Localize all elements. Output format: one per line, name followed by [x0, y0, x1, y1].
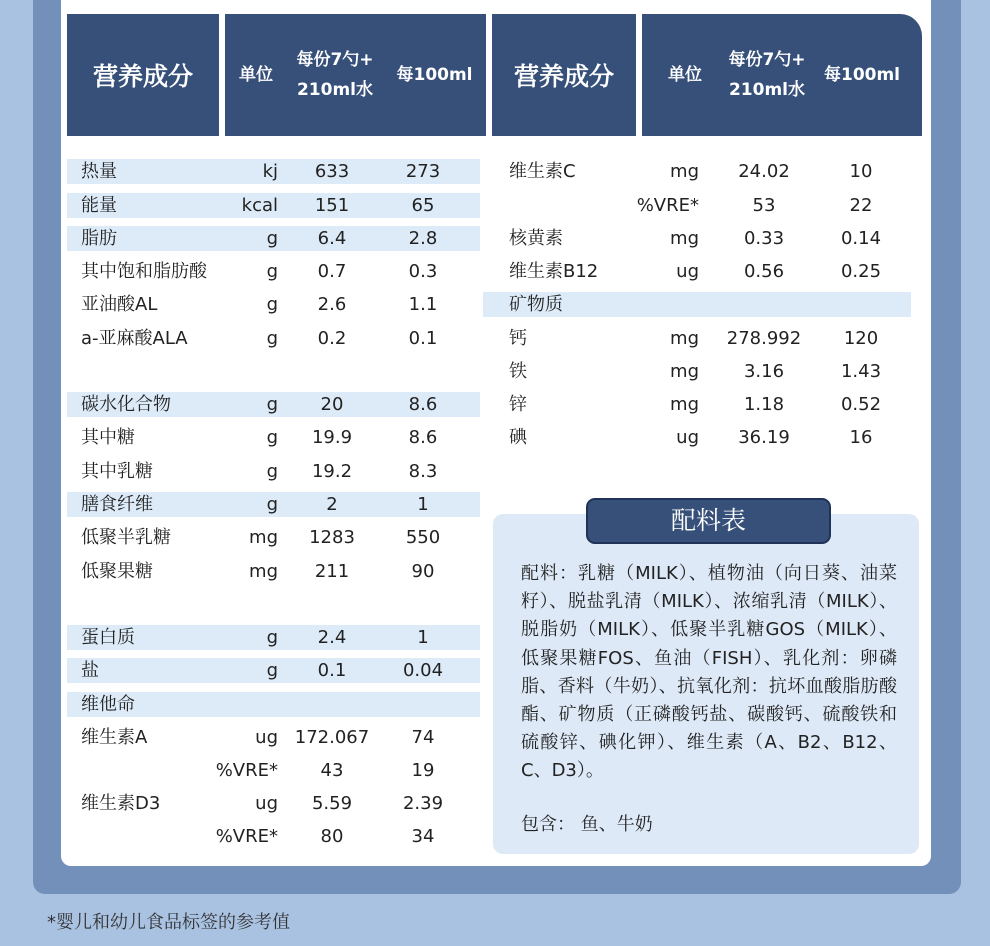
- value-per-100ml: [816, 288, 906, 321]
- nutrient-name: 碳水化合物: [81, 394, 171, 415]
- nutrient-name: 其中饱和脂肪酸: [81, 261, 207, 282]
- value-per-100ml: 1: [417, 627, 429, 648]
- value-per-100ml: 120: [843, 328, 879, 349]
- nutrient-unit: g: [266, 394, 278, 415]
- nutrient-unit: g: [266, 627, 278, 648]
- nutrient-name: 亚油酸AL: [81, 294, 158, 315]
- value-per-serving: 0.1: [317, 660, 347, 681]
- nutrient-name: 盐: [81, 660, 99, 681]
- nutrient-unit: g: [266, 294, 278, 315]
- value-per-100ml: 1: [417, 494, 429, 515]
- footnote: *婴儿和幼儿食品标签的参考值: [47, 912, 290, 933]
- value-per-100ml: 65: [411, 195, 435, 216]
- value-per-100ml: 2.8: [408, 228, 438, 249]
- value-per-serving: 0.33: [743, 228, 785, 249]
- header-unit-label: 单位: [668, 65, 702, 85]
- value-per-serving: 3.16: [743, 361, 785, 382]
- value-per-serving: [290, 688, 374, 721]
- nutrient-name: 维他命: [81, 694, 135, 715]
- value-per-100ml: 10: [849, 161, 873, 182]
- value-per-serving: 2.6: [317, 294, 347, 315]
- nutrient-name: 维生素A: [81, 727, 148, 748]
- nutrient-unit: g: [266, 494, 278, 515]
- nutrient-name: 低聚果糖: [81, 561, 153, 582]
- allergen-contains: 包含： 鱼、牛奶: [521, 814, 653, 835]
- value-per-serving: 211: [314, 561, 350, 582]
- header-per100-label: 每100ml: [396, 65, 473, 85]
- nutrient-name: 核黄素: [509, 228, 563, 249]
- value-per-100ml: 0.1: [408, 328, 438, 349]
- value-per-100ml: 1.1: [408, 294, 438, 315]
- nutrient-name: 其中乳糖: [81, 461, 153, 482]
- value-per-serving: [720, 288, 808, 321]
- value-per-100ml: 0.04: [402, 660, 444, 681]
- nutrient-name: 钙: [509, 328, 527, 349]
- value-per-serving: 1283: [309, 527, 355, 548]
- value-per-100ml: 550: [405, 527, 441, 548]
- nutrient-unit: kcal: [241, 195, 278, 216]
- value-per-100ml: 8.3: [408, 461, 438, 482]
- value-per-serving: 19.2: [311, 461, 353, 482]
- nutrient-name: 铁: [509, 361, 527, 382]
- value-per-100ml: 0.25: [840, 261, 882, 282]
- nutrient-unit: g: [266, 261, 278, 282]
- header-unit-left: [225, 14, 287, 136]
- value-per-serving: 24.02: [738, 161, 790, 182]
- nutrient-unit: ug: [255, 727, 278, 748]
- nutrient-unit: mg: [670, 161, 699, 182]
- nutrient-unit: mg: [670, 394, 699, 415]
- value-per-serving: 6.4: [317, 228, 347, 249]
- header-unit-label: 单位: [239, 65, 273, 85]
- value-per-100ml: 8.6: [408, 394, 438, 415]
- value-per-100ml: 0.3: [408, 261, 438, 282]
- value-per-100ml: [380, 688, 466, 721]
- nutrient-name: 热量: [81, 161, 117, 182]
- nutrient-name: 维生素C: [509, 161, 576, 182]
- nutrient-name: 低聚半乳糖: [81, 527, 171, 548]
- nutrient-name: a-亚麻酸ALA: [81, 328, 188, 349]
- value-per-serving: 172.067: [294, 727, 370, 748]
- nutrient-unit: g: [266, 427, 278, 448]
- header-serving-line1: 每份7勺+: [728, 50, 806, 70]
- header-serving-line1: 每份7勺+: [296, 50, 374, 70]
- header-nutrient-label: 营养成分: [513, 62, 614, 91]
- nutrient-unit: g: [266, 328, 278, 349]
- header-serving-right: [720, 14, 814, 136]
- nutrient-unit: %VRE*: [636, 195, 699, 216]
- nutrient-unit: mg: [670, 328, 699, 349]
- nutrient-unit: mg: [249, 527, 278, 548]
- header-serving-line2: 210ml水: [728, 80, 805, 100]
- header-serving-left: [287, 14, 383, 136]
- nutrient-unit: mg: [670, 361, 699, 382]
- nutrient-unit: [200, 688, 278, 721]
- value-per-100ml: 0.14: [840, 228, 882, 249]
- header-unit-right: [650, 14, 720, 136]
- value-per-100ml: 74: [411, 727, 435, 748]
- value-per-100ml: 2.39: [402, 793, 444, 814]
- value-per-serving: 53: [752, 195, 776, 216]
- value-per-100ml: 1.43: [840, 361, 882, 382]
- value-per-100ml: 273: [405, 161, 441, 182]
- value-per-100ml: 22: [849, 195, 873, 216]
- nutrient-unit: mg: [670, 228, 699, 249]
- nutrient-name: 能量: [81, 195, 117, 216]
- header-per100-label: 每100ml: [823, 65, 901, 85]
- header-nutrient-right: [492, 14, 636, 136]
- nutrient-unit: kj: [262, 161, 278, 182]
- value-per-serving: 5.59: [311, 793, 353, 814]
- nutrient-unit: g: [266, 660, 278, 681]
- value-per-100ml: 0.52: [840, 394, 882, 415]
- nutrient-name: 维生素D3: [81, 793, 161, 814]
- nutrient-name: 其中糖: [81, 427, 135, 448]
- nutrient-name: 锌: [509, 394, 527, 415]
- value-per-100ml: 19: [411, 760, 435, 781]
- value-per-serving: 0.2: [317, 328, 347, 349]
- value-per-serving: 1.18: [743, 394, 785, 415]
- nutrient-unit: [600, 288, 699, 321]
- header-per100-left: [383, 14, 486, 136]
- value-per-serving: 0.7: [317, 261, 347, 282]
- value-per-100ml: 16: [849, 427, 873, 448]
- nutrient-unit: %VRE*: [215, 760, 278, 781]
- nutrient-unit: ug: [255, 793, 278, 814]
- value-per-serving: 278.992: [726, 328, 802, 349]
- value-per-serving: 633: [314, 161, 350, 182]
- header-nutrient-left: [67, 14, 219, 136]
- nutrient-unit: ug: [676, 427, 699, 448]
- nutrient-unit: %VRE*: [215, 826, 278, 847]
- value-per-serving: 19.9: [311, 427, 353, 448]
- nutrient-unit: ug: [676, 261, 699, 282]
- value-per-serving: 151: [314, 195, 350, 216]
- nutrient-unit: mg: [249, 561, 278, 582]
- header-nutrient-label: 营养成分: [92, 62, 193, 91]
- nutrient-name: 脂肪: [81, 228, 117, 249]
- ingredients-title: 配料表: [586, 498, 831, 544]
- nutrient-unit: g: [266, 461, 278, 482]
- ingredients-text: 配料：乳糖（MILK）、植物油（向日葵、油菜籽）、脱盐乳清（MILK）、浓缩乳清（MILK）、脱脂奶（MILK）、低聚半乳糖GOS（MILK）、低聚果糖FOS、鱼油（FISH）、乳化剂：卵磷脂、香料（牛奶）、抗氧化剂：抗坏血酸脂肪酸酯、矿物质（正磷酸钙盐、碳酸钙、硫酸铁和硫酸锌、碘化钾）、维生素（A、B2、B12、C、D3）。: [521, 563, 897, 782]
- value-per-100ml: 8.6: [408, 427, 438, 448]
- nutrient-name: 矿物质: [509, 294, 563, 315]
- nutrient-name: 膳食纤维: [81, 494, 153, 515]
- value-per-100ml: 90: [411, 561, 435, 582]
- value-per-100ml: 34: [411, 826, 435, 847]
- value-per-serving: 80: [320, 826, 344, 847]
- value-per-serving: 43: [320, 760, 344, 781]
- value-per-serving: 2.4: [317, 627, 347, 648]
- value-per-serving: 36.19: [738, 427, 790, 448]
- nutrient-name: 碘: [509, 427, 527, 448]
- header-per100-right: [814, 14, 910, 136]
- nutrient-unit: g: [266, 228, 278, 249]
- nutrient-name: 蛋白质: [81, 627, 135, 648]
- header-serving-line2: 210ml水: [296, 80, 373, 100]
- value-per-serving: 2: [326, 494, 338, 515]
- value-per-serving: 0.56: [743, 261, 785, 282]
- value-per-serving: 20: [320, 394, 344, 415]
- nutrient-name: 维生素B12: [509, 261, 599, 282]
